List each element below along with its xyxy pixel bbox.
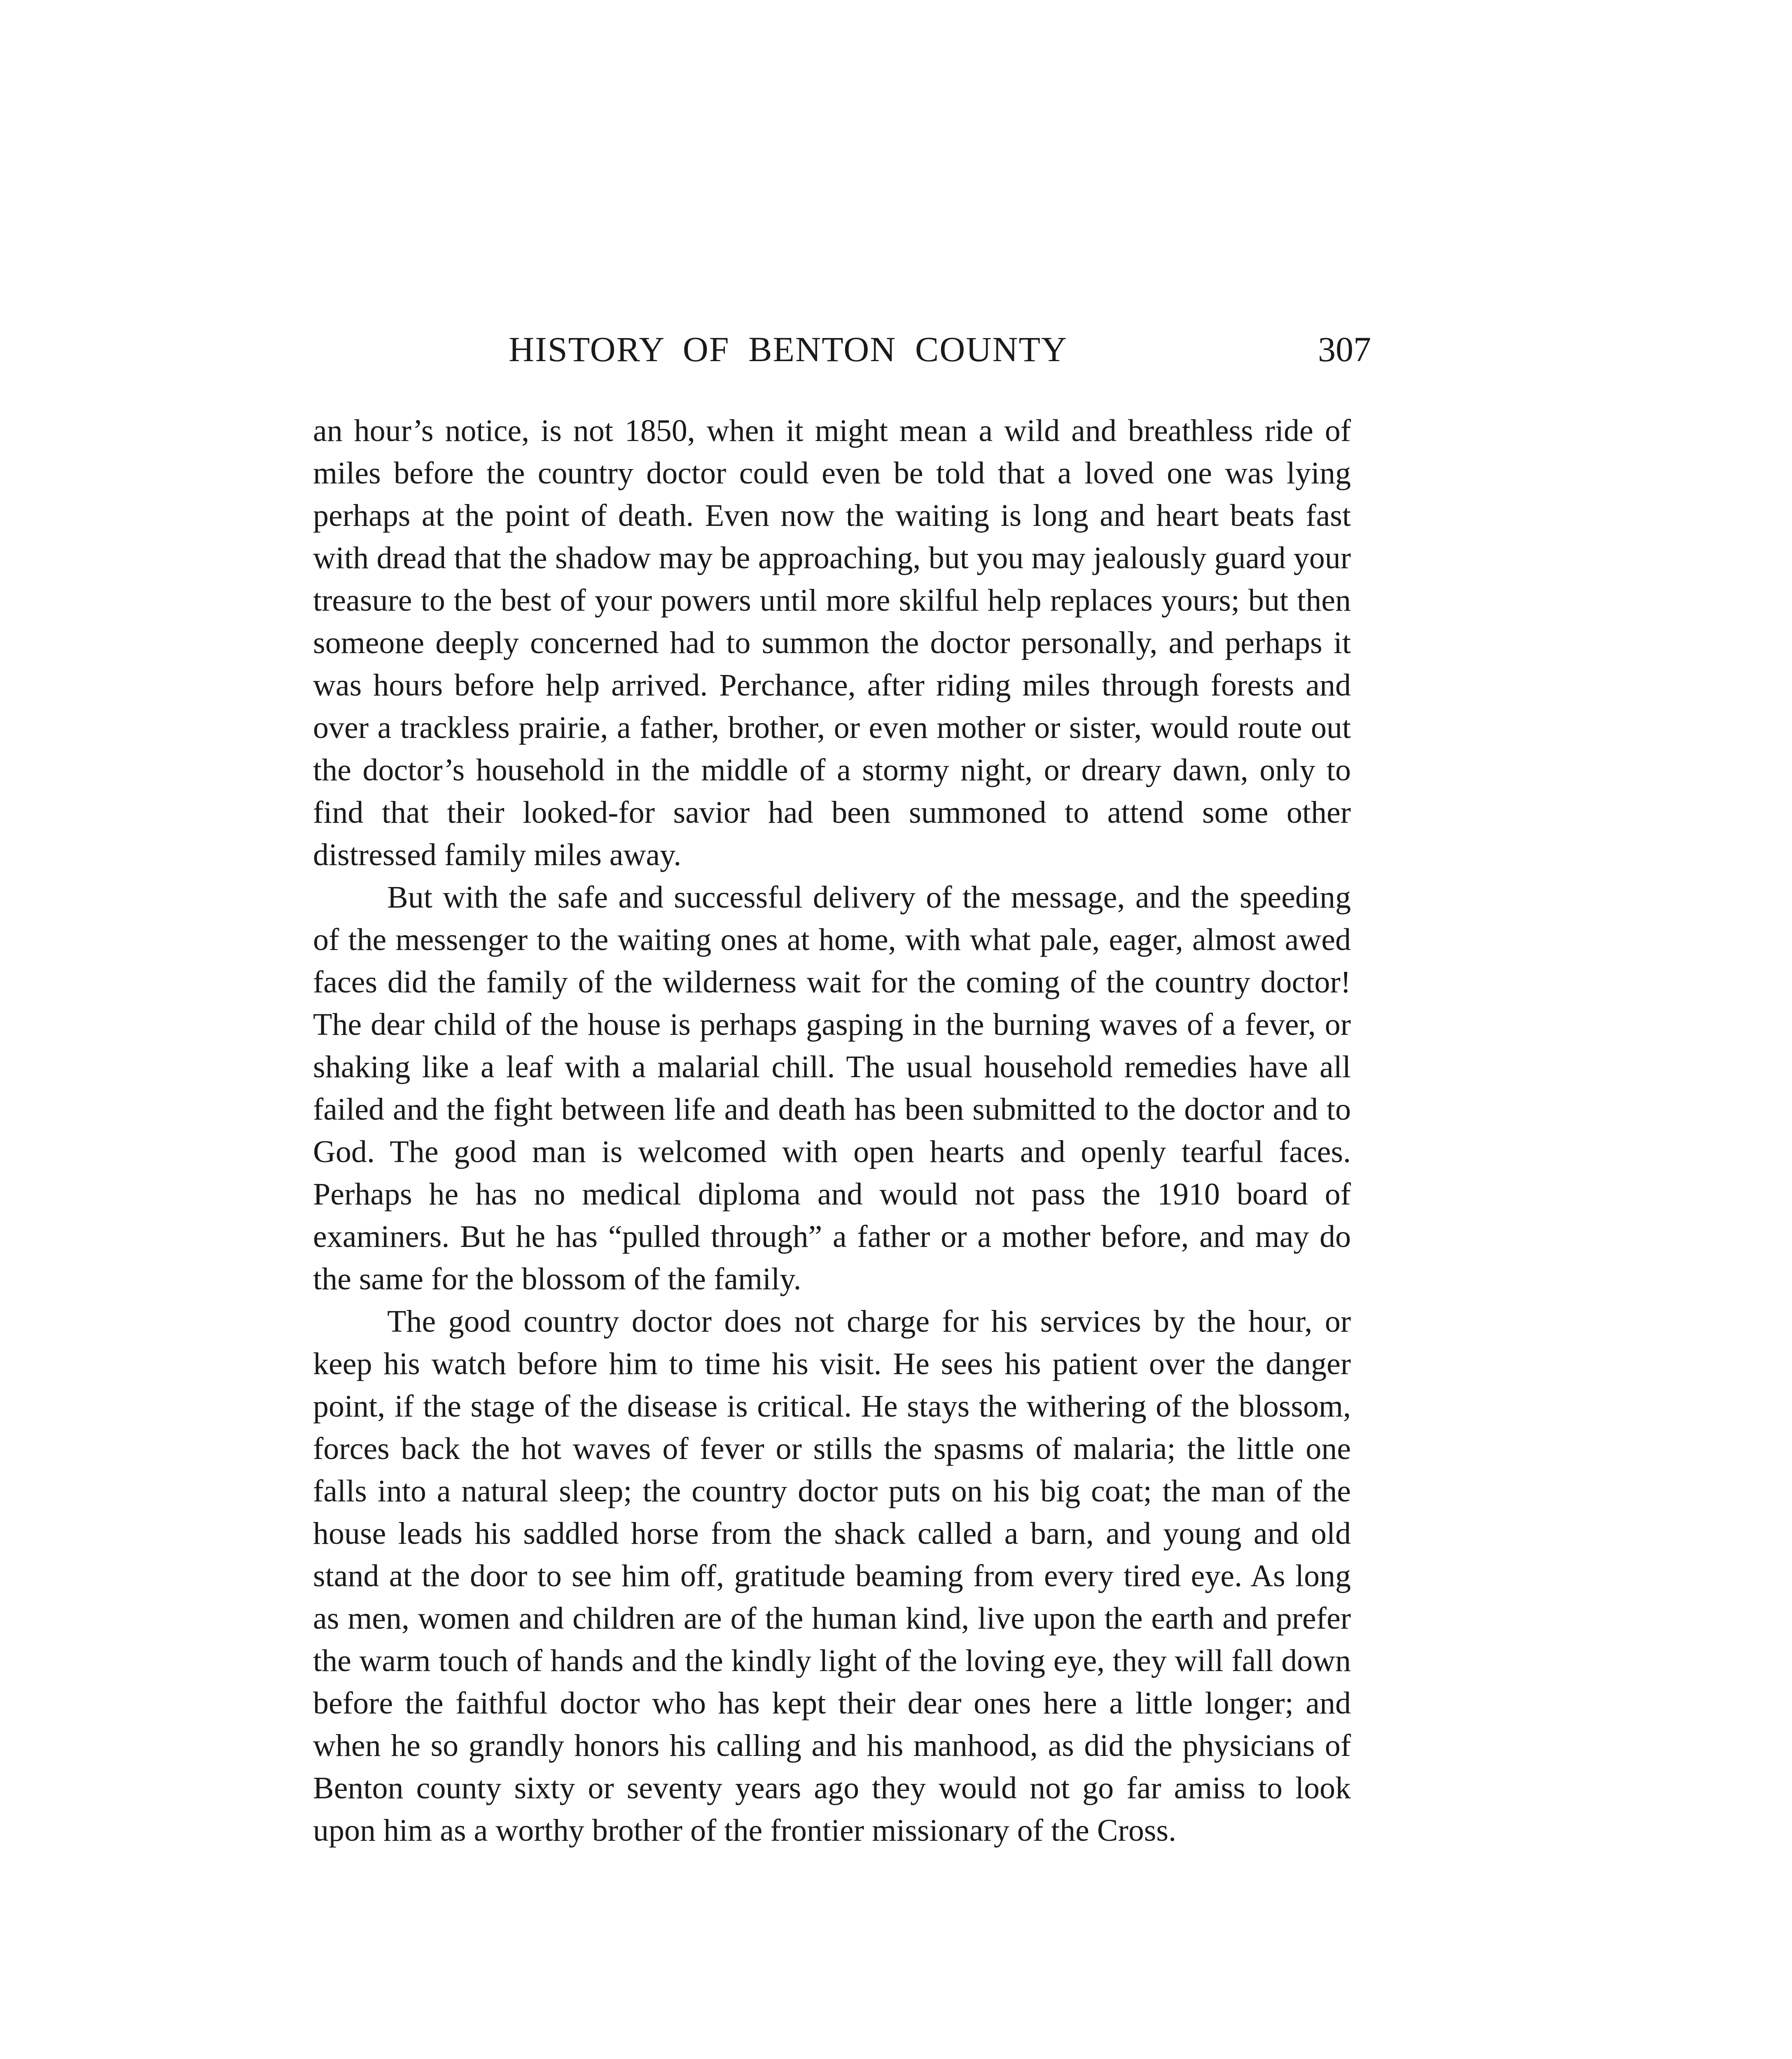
paragraph-3: The good country doctor does not charge for his services by the hour, or keep his watch before him to time his visit. He sees his patient over the danger point, if the stage of the disease is critical. He stays the withering of the blossom, forces back the hot waves of fever or stills the spasms of malaria; the little one falls into a natural sleep; the country doctor puts on his big coat; the man of the house leads his saddled horse from the shack called a barn, and young and old stand at the door to see him off, gratitude beaming from every tired eye. As long as men, women and children are of the human kind, live upon the earth and prefer the warm touch of hands and the kindly light of the loving eye, they will fall down before the faithful doctor who has kept their dear ones here a little longer; and when he so grandly honors his calling and his manhood, as did the physicians of Benton county sixty or seventy years ago they would not go far amiss to look upon him as a worthy brother of the frontier missionary of the Cross. bbox=[313, 1304, 1351, 1848]
page-number: 307 bbox=[1318, 329, 1371, 369]
body-text bbox=[313, 410, 1351, 1852]
running-head-title: HISTORY OF BENTON COUNTY bbox=[509, 329, 1068, 369]
paragraph-1: an hour’s notice, is not 1850, when it might mean a wild and breathless ride of miles before the country doctor could even be told that a loved one was lying perhaps at the point of death. Even now the waiting is long and heart beats fast with dread that the shadow may be approaching, but you may jealously guard your treasure to the best of your powers until more skilful help replaces yours; but then someone deeply concerned had to summon the doctor personally, and perhaps it was hours before help arrived. Perchance, after riding miles through forests and over a trackless prairie, a father, brother, or even mother or sister, would route out the doctor’s household in the middle of a stormy night, or dreary dawn, only to find that their looked-for savior had been summoned to attend some other distressed family miles away. bbox=[313, 413, 1351, 872]
paragraph-2: But with the safe and successful delivery of the message, and the speeding of the messenger to the waiting ones at home, with what pale, eager, almost awed faces did the family of the wilderness wait for the coming of the country doctor! The dear child of the house is perhaps gasping in the burning waves of a fever, or shaking like a leaf with a malarial chill. The usual household remedies have all failed and the fight between life and death has been submitted to the doctor and to God. The good man is welcomed with open hearts and openly tearful faces. Perhaps he has no medical diploma and would not pass the 1910 board of examiners. But he has “pulled through” a father or a mother before, and may do the same for the blossom of the family. bbox=[313, 880, 1351, 1296]
